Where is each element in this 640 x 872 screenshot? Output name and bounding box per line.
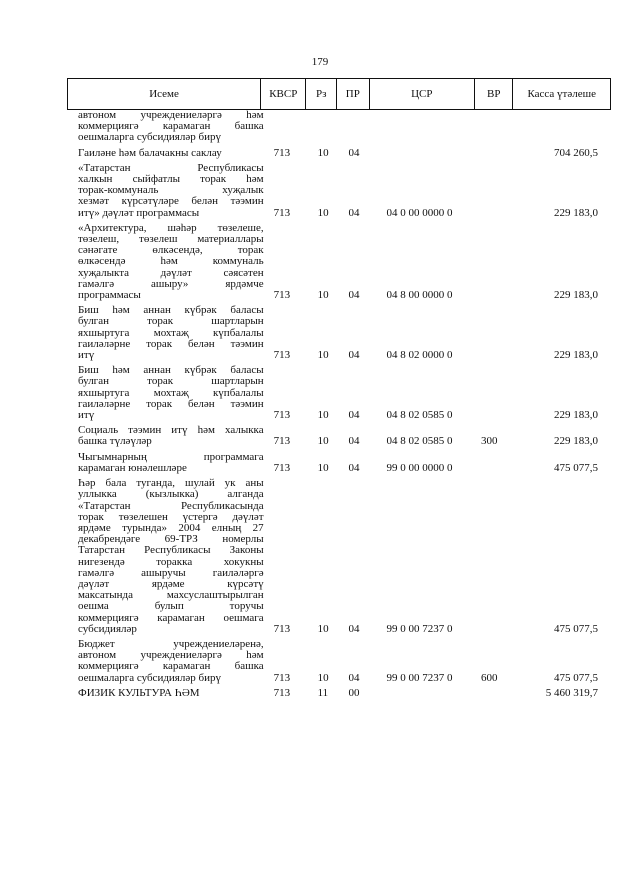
table-row [78,163,598,219]
row-name-line: башка түләүләр [78,435,152,448]
row-name-line: гаиләләрне торак белән тәэмин [78,337,264,350]
table-row [78,452,598,474]
row-name [78,365,264,421]
row-name [78,688,264,699]
page-number: 179 [311,56,329,68]
row-name-line: автоном учреждениеләргә һәм [78,649,264,662]
row-name-line: гамәлгә ашыручы гаиләләргә [78,566,264,579]
cell-rz: 11 [317,686,329,699]
row-name-line: итү [78,409,95,422]
row-name [78,425,264,447]
cell-kassa: 229 183,0 [554,289,598,302]
row-name-line: яхшыртуга мохтаҗ күпбалалы [78,326,264,339]
cell-csr: 04 8 00 0000 0 [386,289,453,302]
row-name [78,223,264,301]
header-rz: Рз [306,79,337,109]
cell-kassa: 229 183,0 [554,409,598,422]
cell-rz: 10 [317,671,329,684]
header-pr: ПР [337,79,370,109]
row-name-line: торак-коммуналь хуҗалык [78,184,264,197]
row-name [78,163,264,219]
cell-pr: 04 [348,622,360,635]
row-name-line: хезмәт күрсәтүләре белән тәэмин [78,195,264,208]
row-name-line: уллыкка (кызлыкка) алганда [78,488,264,501]
row-name [78,452,264,474]
cell-pr: 04 [348,289,360,302]
row-name-line: ФИЗИК КУЛЬТУРА ҺӘМ [78,686,200,699]
cell-vr: 600 [480,671,498,684]
cell-kvsr: 713 [273,206,291,219]
cell-pr: 04 [348,206,360,219]
row-name-line: коммерциягә карамаган оешмага [78,611,264,624]
row-name-line: Биш һәм аннан күбрәк баласы [78,304,264,317]
row-name-line: халкын сыйфатлы торак һәм [78,173,264,186]
cell-pr: 04 [348,671,360,684]
row-name-line: программасы [78,289,141,302]
row-name-line: гаиләләрне торак белән тәэмин [78,397,264,410]
cell-kassa: 475 077,5 [554,461,598,474]
cell-csr: 99 0 00 0000 0 [386,461,453,474]
row-name-line: коммерциягә карамаган башка [78,120,264,133]
row-name-line: «Архитектура, шәһәр төзелеше, [78,221,264,234]
table-row [78,365,598,421]
row-name [78,305,264,361]
row-name-line: декабрендәге 69-ТРЗ номерлы [78,533,264,546]
cell-rz: 10 [317,435,329,448]
table-body [78,110,598,699]
cell-kassa: 475 077,5 [554,671,598,684]
header-vr: ВР [475,79,513,109]
row-name [78,148,264,159]
cell-kvsr: 713 [273,409,291,422]
row-name-line: сәнәгате өлкәсендә, торак [78,244,264,257]
row-name-line: Татарстан Республикасы Законы [78,544,264,557]
cell-kassa: 475 077,5 [554,622,598,635]
cell-rz: 10 [317,206,329,219]
row-name-line: өлкәсендә һәм коммуналь [78,255,264,268]
cell-pr: 04 [348,435,360,448]
row-name-line: төзелеш, төзелеш материаллары [78,233,264,246]
cell-rz: 10 [317,146,329,159]
cell-csr: 04 8 02 0585 0 [386,409,453,422]
row-name-line: Һәр бала туганда, шулай ук аны [78,477,264,490]
cell-rz: 10 [317,461,329,474]
cell-pr: 04 [348,409,360,422]
row-name-line: карамаган юнәлешләре [78,461,187,474]
row-name-line: торак төзелешен үстергә дәүләт [78,510,264,523]
row-name [78,478,264,635]
row-name-line: автоном учреждениеләргә һәм [78,109,264,121]
table-row [78,305,598,361]
row-name-line: оешма булып торучы [78,600,264,613]
table-row [78,639,598,684]
cell-kassa: 229 183,0 [554,349,598,362]
row-name-line: Чыгымнарның программага [78,450,264,463]
cell-vr: 300 [480,435,498,448]
cell-kvsr: 713 [273,349,291,362]
cell-kvsr: 713 [273,686,291,699]
cell-pr: 04 [348,349,360,362]
table-row [78,688,598,699]
row-name-line: булган торак шартларын [78,315,264,328]
row-name-line: Гаиләне һәм балачакны саклау [78,146,222,159]
row-name-line: Биш һәм аннан күбрәк баласы [78,364,264,377]
row-name-line: максатында махсуслаштырылган [78,589,264,602]
row-name-line: булган торак шартларын [78,375,264,388]
cell-kvsr: 713 [273,622,291,635]
cell-kassa: 5 460 319,7 [545,686,598,699]
cell-pr: 04 [348,461,360,474]
header-kvsr: КВСР [261,79,306,109]
header-name: Исеме [68,79,261,109]
row-name-line: оешмаларга субсидияләр бирү [78,671,221,684]
row-name-line: ярдәме турында» 2004 елның 27 [78,521,264,534]
table-row [78,425,598,447]
table-row [78,478,598,635]
cell-csr: 99 0 00 7237 0 [386,671,453,684]
cell-rz: 10 [317,289,329,302]
row-name-line: оешмаларга субсидияләр бирү [78,131,221,144]
cell-pr: 00 [348,686,360,699]
table-row [78,148,598,159]
table-row [78,110,598,144]
cell-csr: 04 8 02 0000 0 [386,349,453,362]
row-name-line: коммерциягә карамаган башка [78,660,264,673]
row-name-line: «Татарстан Республикасында [78,499,264,512]
row-name-line: Бюджет учреждениеләренә, [78,637,264,650]
row-name-line: итү» дәүләт программасы [78,206,200,219]
table-header [67,78,611,110]
row-name-line: Социаль тәэмин итү һәм халыкка [78,424,264,437]
row-name-line: яхшыртуга мохтаҗ күпбалалы [78,386,264,399]
cell-pr: 04 [348,146,360,159]
cell-rz: 10 [317,409,329,422]
row-name-line: дәүләт ярдәме күрсәтү [78,577,264,590]
cell-kvsr: 713 [273,289,291,302]
row-name-line: нигезендә торакка хокукны [78,555,264,568]
table-row [78,223,598,301]
row-name-line: субсидияләр [78,622,137,635]
cell-csr: 99 0 00 7237 0 [386,622,453,635]
row-name [78,639,264,684]
cell-kassa: 704 260,5 [554,146,598,159]
row-name-line: хуҗалыкта дәүләт сәясәтен [78,266,264,279]
row-name-line: «Татарстан Республикасы [78,161,264,174]
cell-csr: 04 0 00 0000 0 [386,206,453,219]
cell-kassa: 229 183,0 [554,435,598,448]
row-name-line: гамәлгә ашыру» ярдәмче [78,277,264,290]
header-csr: ЦСР [370,79,475,109]
cell-rz: 10 [317,622,329,635]
row-name [78,110,264,144]
cell-kvsr: 713 [273,435,291,448]
cell-kvsr: 713 [273,671,291,684]
cell-kvsr: 713 [273,461,291,474]
cell-csr: 04 8 02 0585 0 [386,435,453,448]
cell-kassa: 229 183,0 [554,206,598,219]
cell-rz: 10 [317,349,329,362]
row-name-line: итү [78,349,95,362]
cell-kvsr: 713 [273,146,291,159]
header-kassa: Касса үтәлеше [527,88,596,100]
